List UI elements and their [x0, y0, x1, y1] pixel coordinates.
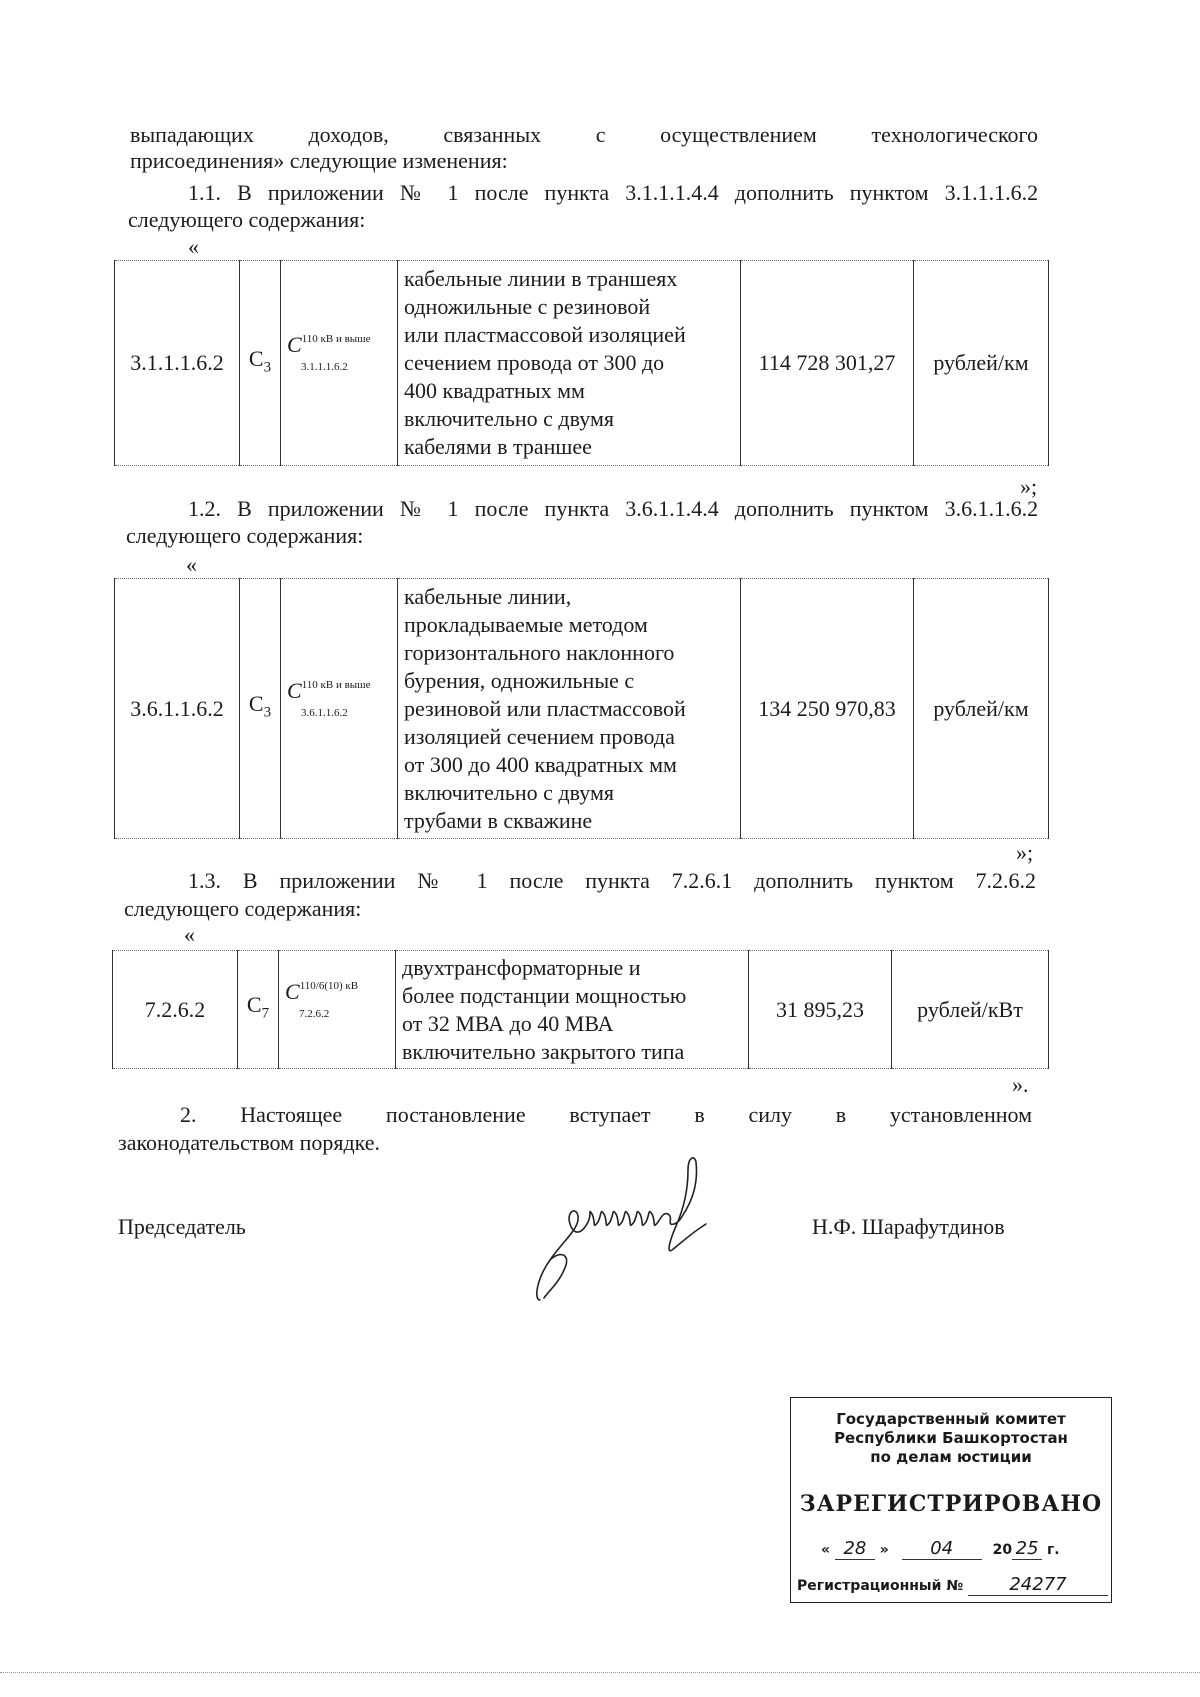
reg-number-value: 24277	[968, 1574, 1108, 1596]
word: В	[237, 496, 252, 521]
description-line: резиновой или пластмассовой	[404, 695, 686, 721]
word: с	[595, 122, 606, 147]
class-letter: С	[246, 992, 262, 1018]
unit-cell: рублей/км	[914, 261, 1049, 466]
word: пункта	[544, 180, 610, 205]
word: 3.1.1.1.4.4	[625, 180, 719, 205]
stamp-organization	[791, 1410, 1111, 1467]
code-cell: 3.1.1.1.6.2	[115, 261, 240, 466]
symbol-subscript: 3.6.1.1.6.2	[301, 706, 348, 719]
word: в	[835, 1102, 847, 1127]
word: пунктом	[849, 180, 929, 205]
description-line: или пластмассовой изоляцией	[404, 322, 686, 347]
symbol-superscript: 110 кВ и выше	[301, 333, 371, 345]
word: дополнить	[734, 496, 834, 521]
symbol-letter: C	[287, 332, 302, 357]
intro-line-1	[130, 122, 1038, 148]
date-year-unit: г.	[1046, 1542, 1060, 1558]
description-cell	[398, 579, 741, 839]
date-open-quote: «	[821, 1542, 831, 1558]
word: выпадающих	[130, 122, 254, 147]
word: 7.2.6.2	[975, 868, 1037, 893]
signatory-title: Председатель	[118, 1214, 246, 1239]
symbol-superscript: 110/6(10) кВ	[299, 979, 359, 992]
date-year-suffix: 25	[1012, 1538, 1042, 1560]
word: приложении	[267, 496, 384, 521]
date-close-quote: »	[879, 1542, 889, 1558]
description-cell	[396, 951, 749, 1069]
description-line: сечением провода от 300 до	[404, 350, 665, 375]
word: 3.6.1.1.4.4	[625, 496, 719, 521]
item-1-intro-line-1	[188, 180, 1038, 206]
word: доходов,	[308, 122, 389, 147]
table-row	[115, 261, 1049, 466]
close-quote: »;	[1016, 840, 1034, 865]
description-cell	[398, 261, 741, 466]
clause-2-line-2: законодательством порядке.	[118, 1130, 381, 1155]
value-cell: 31 895,23	[749, 951, 892, 1069]
word: приложении	[279, 868, 396, 893]
description-line: от 32 МВА до 40 МВА	[402, 1010, 614, 1036]
stamp-status: ЗАРЕГИСТРИРОВАНО	[799, 1491, 1103, 1517]
class-cell	[240, 579, 281, 839]
close-quote: ».	[1012, 1072, 1029, 1097]
description-line: двухтрансформаторные и	[402, 954, 641, 980]
signatory-name: Н.Ф. Шарафутдинов	[812, 1214, 1005, 1239]
stamp-org-line: Республики Башкортостан	[834, 1429, 1068, 1447]
word: 1	[476, 868, 488, 893]
class-index: 3	[263, 704, 272, 721]
symbol-cell	[281, 579, 398, 839]
description-line: изоляцией сечением провода	[404, 723, 675, 749]
word: в	[694, 1102, 705, 1127]
word: В	[242, 868, 258, 893]
close-quote: »;	[1020, 474, 1038, 499]
word: 1.1.	[188, 180, 221, 205]
word: 3.6.1.1.6.2	[944, 496, 1039, 521]
item-2-intro-line-1	[188, 496, 1038, 522]
word: постановление	[385, 1102, 526, 1127]
word: №	[399, 180, 432, 205]
table-item-2	[114, 578, 1049, 839]
description-line: трубами в скважине	[404, 807, 593, 833]
word: вступает	[569, 1102, 651, 1127]
word: 7.2.6.1	[671, 868, 733, 893]
date-day: 28	[835, 1538, 875, 1560]
word: В	[237, 180, 252, 205]
table-row	[115, 579, 1049, 839]
class-cell	[238, 951, 279, 1069]
item-3-intro-line-1	[188, 868, 1036, 894]
unit-cell: рублей/км	[914, 579, 1049, 839]
symbol-subscript: 3.1.1.1.6.2	[301, 361, 348, 373]
word: установленном	[889, 1102, 1032, 1127]
word: после	[474, 496, 529, 521]
word: 2.	[180, 1102, 197, 1127]
description-line: включительно с двумя	[404, 779, 614, 805]
table-item-1	[114, 260, 1049, 466]
description-line: более подстанции мощностью	[402, 982, 687, 1008]
symbol-cell	[281, 261, 398, 466]
description-line: одножильные с резиновой	[404, 294, 651, 319]
description-line: кабелями в траншее	[404, 434, 592, 459]
description-line: включительно с двумя	[404, 406, 614, 431]
symbol-letter: C	[287, 677, 302, 703]
word: после	[509, 868, 564, 893]
word: дополнить	[734, 180, 834, 205]
word: Настоящее	[240, 1102, 343, 1127]
code-cell: 7.2.6.2	[113, 951, 238, 1069]
stamp-org-line: по делам юстиции	[870, 1448, 1032, 1466]
word: пунктом	[849, 496, 929, 521]
symbol-subscript: 7.2.6.2	[299, 1007, 330, 1020]
description-line: бурения, одножильные с	[404, 667, 635, 693]
registration-stamp	[790, 1397, 1112, 1603]
class-cell	[240, 261, 281, 466]
word: пункта	[544, 496, 610, 521]
intro-line-2: присоединения» следующие изменения:	[130, 148, 508, 173]
word: силу	[748, 1102, 793, 1127]
symbol-letter: C	[285, 978, 300, 1004]
clause-2-line-1	[180, 1102, 1032, 1128]
date-month: 04	[902, 1538, 982, 1560]
symbol-superscript: 110 кВ и выше	[301, 678, 371, 691]
stamp-org-line: Государственный комитет	[836, 1410, 1066, 1428]
word: №	[399, 496, 432, 521]
value-cell: 134 250 970,83	[741, 579, 914, 839]
word: приложении	[267, 180, 384, 205]
word: пунктом	[874, 868, 954, 893]
word: №	[417, 868, 455, 893]
description-line: прокладываемые методом	[404, 611, 648, 637]
item-2-intro-line-2: следующего содержания:	[126, 523, 364, 548]
word: дополнить	[754, 868, 853, 893]
reg-number-label: Регистрационный №	[797, 1578, 964, 1594]
class-letter: С	[248, 691, 264, 717]
word: 1.2.	[188, 496, 221, 521]
description-line: кабельные линии,	[404, 583, 572, 609]
date-year-prefix: 20	[992, 1542, 1013, 1558]
page-bottom-rule	[0, 1672, 1200, 1673]
code-cell: 3.6.1.1.6.2	[115, 579, 240, 839]
word: 1.3.	[188, 868, 221, 893]
signature-image	[530, 1150, 730, 1310]
value-cell: 114 728 301,27	[741, 261, 914, 466]
word: 1	[447, 180, 459, 205]
table-row	[113, 951, 1049, 1069]
description-line: от 300 до 400 квадратных мм	[404, 751, 677, 777]
symbol-cell	[279, 951, 396, 1069]
table-item-3	[112, 950, 1049, 1069]
word: связанных	[443, 122, 542, 147]
open-quote: «	[188, 234, 199, 259]
description-line: кабельные линии в траншеях	[404, 266, 678, 291]
word: 3.1.1.1.6.2	[944, 180, 1039, 205]
class-index: 3	[263, 359, 272, 376]
class-index: 7	[261, 1005, 270, 1022]
word: технологического	[871, 122, 1039, 147]
item-3-intro-line-2: следующего содержания:	[124, 896, 362, 921]
open-quote: «	[184, 922, 195, 947]
item-1-intro-line-2: следующего содержания:	[128, 207, 366, 232]
word: после	[474, 180, 529, 205]
word: пункта	[585, 868, 650, 893]
word: осуществлением	[660, 122, 817, 147]
description-line: включительно закрытого типа	[402, 1038, 685, 1064]
description-line: 400 квадратных мм	[404, 378, 585, 403]
stamp-date	[821, 1538, 1060, 1560]
open-quote: «	[186, 552, 197, 577]
stamp-registration-number	[797, 1574, 1108, 1596]
word: 1	[447, 496, 459, 521]
description-line: горизонтального наклонного	[404, 639, 675, 665]
class-letter: С	[248, 345, 264, 371]
unit-cell: рублей/кВт	[892, 951, 1049, 1069]
